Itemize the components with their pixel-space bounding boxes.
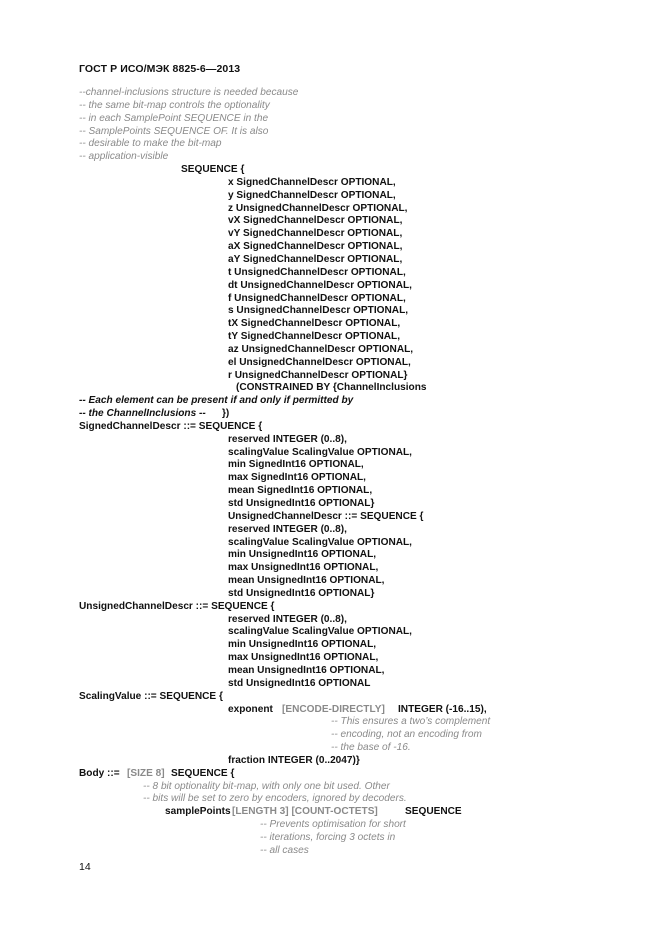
code-comment: -- iterations, forcing 3 octets in <box>260 831 396 843</box>
code-line <box>0 768 661 781</box>
code-text: min SignedInt16 OPTIONAL, <box>228 459 364 471</box>
code-comment: --channel-inclusions structure is needed because <box>79 87 299 98</box>
code-text: Body ::= <box>79 767 123 779</box>
code-comment: -- the base of -16. <box>331 742 411 754</box>
code-line <box>0 575 661 588</box>
code-text: vY SignedChannelDescr OPTIONAL, <box>228 228 403 240</box>
code-line <box>0 755 661 768</box>
code-line <box>0 203 661 216</box>
code-text: z UnsignedChannelDescr OPTIONAL, <box>228 202 408 214</box>
code-text: max UnsignedInt16 OPTIONAL, <box>228 562 379 574</box>
code-line <box>0 704 661 717</box>
code-text: min UnsignedInt16 OPTIONAL, <box>228 639 377 651</box>
code-comment: -- in each SamplePoint SEQUENCE in the <box>79 112 269 124</box>
code-line <box>0 485 661 498</box>
code-text: std UnsignedInt16 OPTIONAL <box>228 677 371 689</box>
code-text: r UnsignedChannelDescr OPTIONAL} <box>228 369 408 381</box>
code-text: reserved INTEGER (0..8), <box>228 613 347 625</box>
code-comment: -- 8 bit optionality bit-map, with only one bit used. Other <box>143 780 390 792</box>
code-line <box>0 241 661 254</box>
code-text: aX SignedChannelDescr OPTIONAL, <box>228 241 403 253</box>
code-text: std UnsignedInt16 OPTIONAL} <box>228 587 375 599</box>
code-line <box>0 382 661 395</box>
code-text: UnsignedChannelDescr ::= SEQUENCE { <box>228 510 424 522</box>
code-text: ScalingValue ::= SEQUENCE { <box>79 690 223 702</box>
code-text: SignedChannelDescr ::= SEQUENCE { <box>79 420 263 432</box>
code-text: tX SignedChannelDescr OPTIONAL, <box>228 318 401 330</box>
code-line <box>0 434 661 447</box>
code-text: y SignedChannelDescr OPTIONAL, <box>228 189 396 201</box>
page-number: 14 <box>79 861 91 873</box>
code-text: (CONSTRAINED BY {ChannelInclusions <box>236 382 427 394</box>
code-line <box>0 370 661 383</box>
code-line <box>0 126 661 139</box>
code-line <box>0 716 661 729</box>
code-text: scalingValue ScalingValue OPTIONAL, <box>228 536 412 548</box>
code-line <box>0 280 661 293</box>
code-comment: -- encoding, not an encoding from <box>331 729 482 741</box>
code-text: exponent <box>228 703 276 715</box>
code-text: scalingValue ScalingValue OPTIONAL, <box>228 626 412 638</box>
code-line <box>0 177 661 190</box>
code-text: mean SignedInt16 OPTIONAL, <box>228 485 373 497</box>
code-line <box>0 254 661 267</box>
code-line <box>0 344 661 357</box>
code-comment: -- SamplePoints SEQUENCE OF. It is also <box>79 125 269 137</box>
code-text: min UnsignedInt16 OPTIONAL, <box>228 549 377 561</box>
code-text: vX SignedChannelDescr OPTIONAL, <box>228 215 403 227</box>
code-line <box>0 421 661 434</box>
encoding-instruction: [ENCODE-DIRECTLY] <box>282 703 385 715</box>
code-text: std UnsignedInt16 OPTIONAL} <box>228 498 375 509</box>
code-text: tY SignedChannelDescr OPTIONAL, <box>228 331 400 343</box>
code-line <box>0 845 661 858</box>
code-line <box>0 447 661 460</box>
code-text: x SignedChannelDescr OPTIONAL, <box>228 176 396 188</box>
code-line <box>0 87 661 100</box>
code-text: t UnsignedChannelDescr OPTIONAL, <box>228 266 406 278</box>
code-line <box>0 138 661 151</box>
code-text: max SignedInt16 OPTIONAL, <box>228 472 366 484</box>
code-line <box>0 472 661 485</box>
code-comment: -- all cases <box>260 844 309 856</box>
code-line <box>0 357 661 370</box>
code-text: mean UnsignedInt16 OPTIONAL, <box>228 664 385 676</box>
code-line <box>0 806 661 819</box>
code-text: el UnsignedChannelDescr OPTIONAL, <box>228 356 411 368</box>
code-text: UnsignedChannelDescr ::= SEQUENCE { <box>79 600 275 612</box>
code-line <box>0 293 661 306</box>
code-comment: -- desirable to make the bit-map <box>79 138 222 150</box>
code-text: dt UnsignedChannelDescr OPTIONAL, <box>228 279 412 291</box>
code-line <box>0 691 661 704</box>
code-text: SEQUENCE { <box>181 164 245 176</box>
code-comment: -- This ensures a two’s complement <box>331 716 491 728</box>
code-text: samplePoints <box>165 806 234 818</box>
code-comment: -- the ChannelInclusions -- <box>79 408 206 420</box>
code-line <box>0 639 661 652</box>
code-line <box>0 151 661 164</box>
code-line <box>0 678 661 691</box>
code-text: INTEGER (-16..15), <box>398 703 487 715</box>
code-text: fraction INTEGER (0..2047)} <box>228 754 360 766</box>
code-line <box>0 793 661 806</box>
code-line <box>0 652 661 665</box>
code-comment: -- the same bit-map controls the optionality <box>79 99 270 111</box>
code-line <box>0 614 661 627</box>
code-line <box>0 537 661 550</box>
code-line <box>0 408 661 421</box>
code-line <box>0 781 661 794</box>
code-comment: -- application-visible <box>79 151 169 163</box>
code-line <box>0 601 661 614</box>
code-comment: -- bits will be set to zero by encoders, ignored by decoders. <box>143 793 407 805</box>
code-line <box>0 819 661 832</box>
code-line <box>0 511 661 524</box>
code-comment: -- Prevents optimisation for short <box>260 819 406 831</box>
code-line <box>0 549 661 562</box>
code-line <box>0 562 661 575</box>
code-line <box>0 626 661 639</box>
code-line <box>0 459 661 472</box>
code-line <box>0 318 661 331</box>
code-text: max UnsignedInt16 OPTIONAL, <box>228 652 379 664</box>
code-text: reserved INTEGER (0..8), <box>228 523 347 535</box>
encoding-instruction: [LENGTH 3] [COUNT-OCTETS] <box>232 806 378 818</box>
code-text: reserved INTEGER (0..8), <box>228 433 347 445</box>
code-line <box>0 305 661 318</box>
code-line <box>0 742 661 755</box>
code-text: }) <box>222 408 230 420</box>
code-line <box>0 729 661 742</box>
code-line <box>0 331 661 344</box>
code-text: SEQUENCE <box>405 806 462 818</box>
document-header: ГОСТ Р ИСО/МЭК 8825-6—2013 <box>79 63 241 75</box>
code-line <box>0 164 661 177</box>
code-line <box>0 190 661 203</box>
code-line <box>0 498 661 511</box>
code-text: mean UnsignedInt16 OPTIONAL, <box>228 575 385 587</box>
code-line <box>0 267 661 280</box>
code-line <box>0 524 661 537</box>
code-text: scalingValue ScalingValue OPTIONAL, <box>228 446 412 458</box>
code-line <box>0 665 661 678</box>
code-text: az UnsignedChannelDescr OPTIONAL, <box>228 343 414 355</box>
code-line <box>0 832 661 845</box>
encoding-instruction: [SIZE 8] <box>127 767 165 779</box>
code-line <box>0 395 661 408</box>
code-text: aY SignedChannelDescr OPTIONAL, <box>228 253 403 265</box>
code-line <box>0 113 661 126</box>
asn1-code-listing <box>0 87 661 858</box>
code-line <box>0 215 661 228</box>
code-line <box>0 100 661 113</box>
code-line <box>0 588 661 601</box>
code-text: SEQUENCE { <box>171 767 235 779</box>
code-line <box>0 228 661 241</box>
code-comment: -- Each element can be present if and only if permitted by <box>79 395 354 407</box>
code-text: s UnsignedChannelDescr OPTIONAL, <box>228 305 409 317</box>
code-text: f UnsignedChannelDescr OPTIONAL, <box>228 292 406 304</box>
